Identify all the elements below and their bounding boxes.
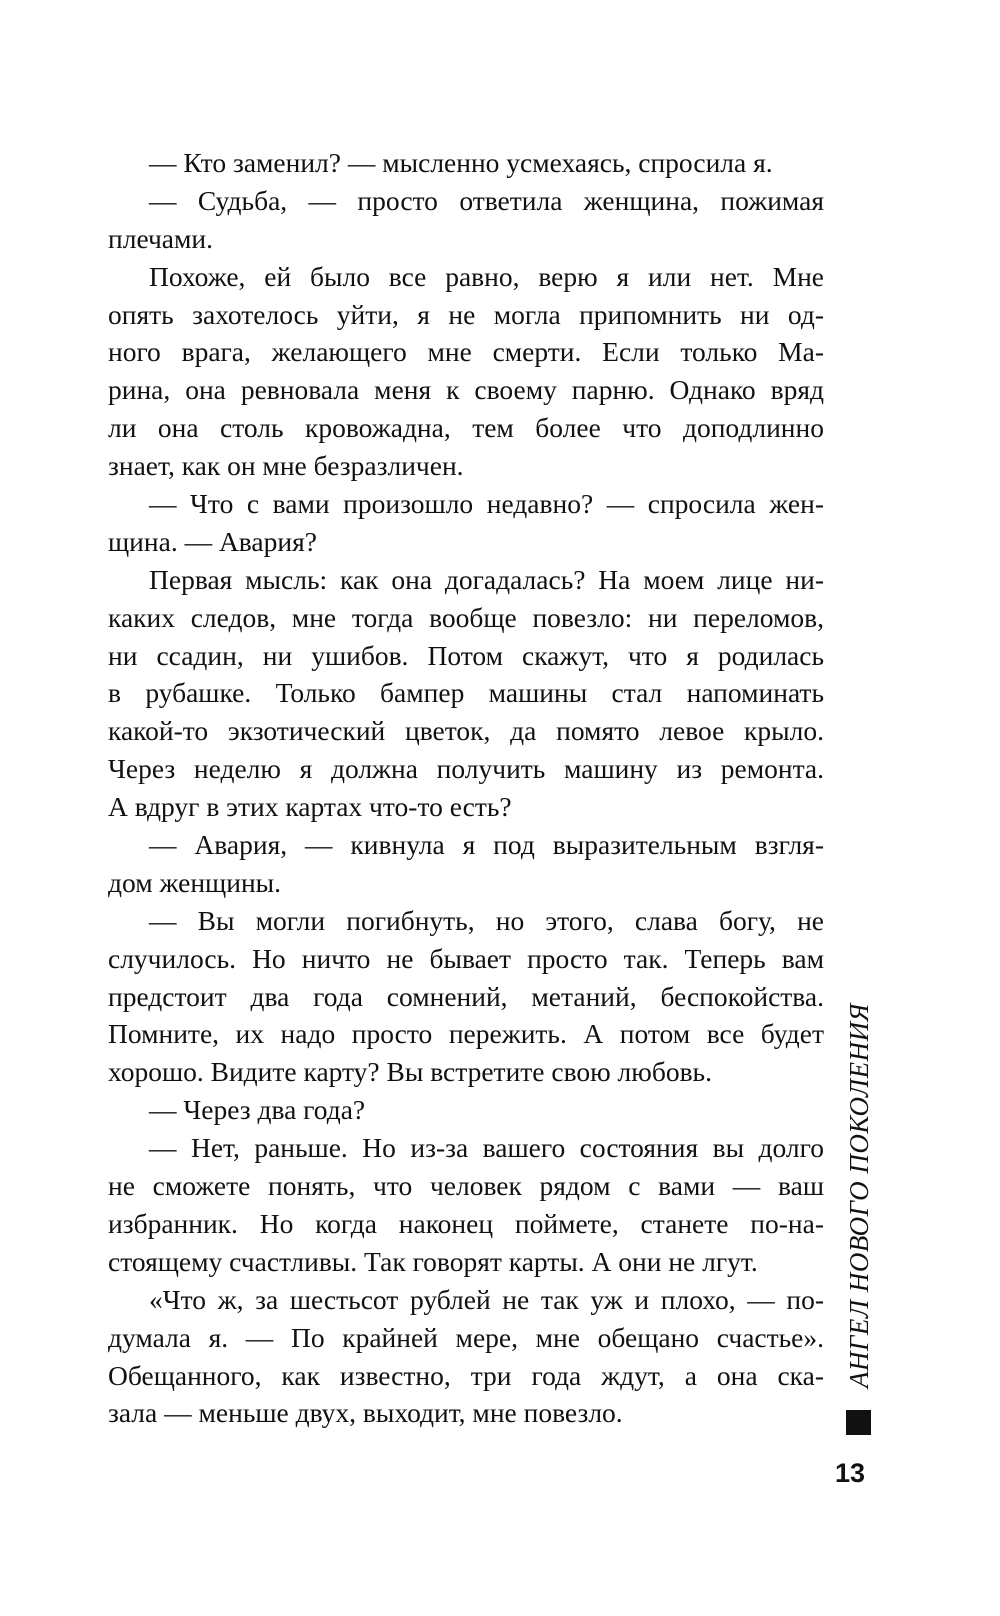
- page-number: 13: [834, 1458, 866, 1488]
- text-line: избранник. Но когда наконец поймете, станете по-на-: [108, 1207, 824, 1239]
- text-line: Обещанного, как известно, три года ждут, а она ска-: [108, 1359, 824, 1391]
- text-line: — Нет, раньше. Но из-за вашего состояния вы долго: [149, 1132, 824, 1164]
- text-line: знает, как он мне безразличен.: [108, 450, 464, 482]
- text-line: Первая мысль: как она догадалась? На моем лице ни-: [149, 563, 824, 595]
- text-line: Помните, их надо просто пережить. А потом все будет: [108, 1018, 824, 1050]
- text-line: стоящему счастливы. Так говорят карты. А они не лгут.: [108, 1245, 758, 1277]
- text-line: — Кто заменил? — мысленно усмехаясь, спросила я.: [149, 147, 773, 178]
- running-title-block: [838, 990, 880, 1435]
- text-line: ни ссадин, ни ушибов. Потом скажут, что я родилась: [108, 639, 824, 671]
- text-line: ли она столь кровожадна, тем более что доподлинно: [108, 412, 824, 444]
- text-line: А вдруг в этих картах что-то есть?: [108, 791, 512, 823]
- text-line: плечами.: [108, 222, 213, 254]
- text-line: случилось. Но ничто не бывает просто так. Теперь вам: [108, 942, 824, 974]
- text-line: рина, она ревновала меня к своему парню. Однако вряд: [108, 374, 824, 406]
- text-line: думала я. — По крайней мере, мне обещано счастье».: [108, 1321, 824, 1353]
- text-line: щина. — Авария?: [108, 525, 317, 557]
- text-line: опять захотелось уйти, я не могла припомнить ни од-: [108, 298, 824, 330]
- text-line: Похоже, ей было все равно, верю я или нет. Мне: [149, 260, 824, 292]
- text-line: «Что ж, за шестьсот рублей не так уж и плохо, — по-: [149, 1283, 824, 1315]
- text-line: — Что с вами произошло недавно? — спросила жен-: [149, 488, 824, 520]
- text-line: хорошо. Видите карту? Вы встретите свою любовь.: [108, 1056, 712, 1088]
- text-line: дом женщины.: [108, 866, 282, 898]
- body-text: [108, 144, 824, 1432]
- text-line: каких следов, мне тогда вообще повезло: ни переломов,: [108, 601, 824, 633]
- black-square-marker: [846, 1410, 871, 1435]
- text-line: — Через два года?: [149, 1094, 366, 1126]
- running-title: АНГЕЛ НОВОГО ПОКОЛЕНИЯ: [844, 1003, 874, 1389]
- text-line: Через неделю я должна получить машину из ремонта.: [108, 753, 824, 785]
- text-line: ного врага, желающего мне смерти. Если только Ма-: [108, 336, 824, 368]
- text-line: — Вы могли погибнуть, но этого, слава богу, не: [149, 904, 824, 936]
- text-line: какой-то экзотический цветок, да помято левое крыло.: [108, 715, 824, 747]
- text-line: предстоит два года сомнений, метаний, беспокойства.: [108, 980, 824, 1012]
- text-line: — Авария, — кивнула я под выразительным взгля-: [149, 829, 824, 861]
- text-line: зала — меньше двух, выходит, мне повезло.: [108, 1397, 623, 1429]
- text-line: в рубашке. Только бампер машины стал напоминать: [108, 677, 824, 709]
- text-line: — Судьба, — просто ответила женщина, пожимая: [149, 184, 824, 216]
- text-line: не сможете понять, что человек рядом с вами — ваш: [108, 1170, 824, 1202]
